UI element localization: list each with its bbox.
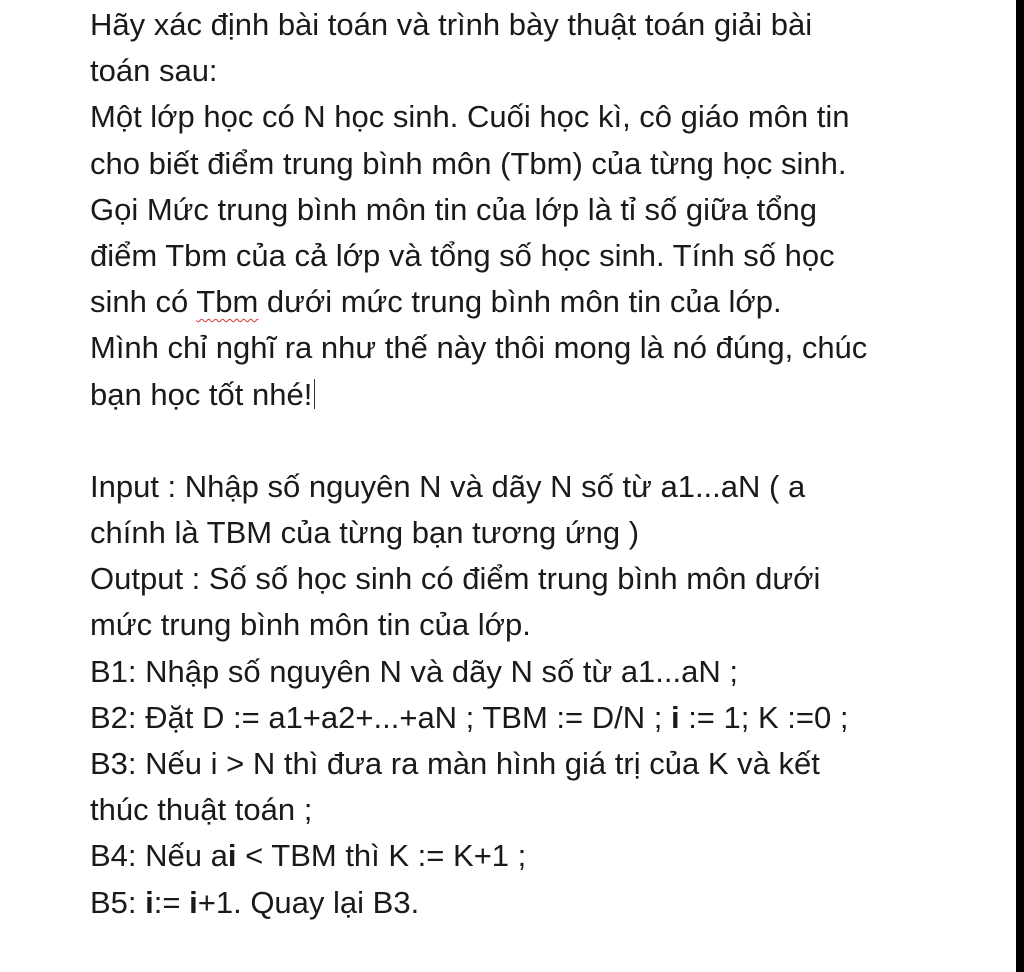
input-line-2: chính là TBM của từng bạn tương ứng ): [90, 515, 640, 551]
step-b5-variable-i-2: i: [189, 884, 198, 920]
output-line-1: Output : Số số học sinh có điểm trung bình môn dưới: [90, 561, 821, 597]
closing-line-2-text: bạn học tốt nhé!: [90, 376, 313, 412]
step-b4-start: B4: Nếu a: [90, 838, 228, 874]
step-b5-assign: :=: [153, 884, 190, 920]
output-line-2: mức trung bình môn tin của lớp.: [90, 607, 531, 643]
problem-line-4: cho biết điểm trung bình môn (Tbm) của từng học sinh.: [90, 145, 847, 181]
problem-line-2: toán sau:: [90, 53, 218, 89]
closing-line-2: [90, 372, 990, 418]
blank-line: [90, 418, 990, 464]
problem-line-7-end: dưới mức trung bình môn tin của lớp.: [258, 284, 782, 320]
step-b1: B1: Nhập số nguyên N và dãy N số từ a1...aN ;: [90, 653, 738, 689]
input-line-1: Input : Nhập số nguyên N và dãy N số từ a1...aN ( a: [90, 468, 806, 504]
step-b5-end: +1. Quay lại B3.: [197, 884, 420, 920]
spellcheck-flagged-word[interactable]: Tbm: [196, 284, 259, 320]
problem-line-5: Gọi Mức trung bình môn tin của lớp là tỉ số giữa tổng: [90, 191, 817, 227]
text-cursor: [314, 379, 315, 409]
problem-line-7: [90, 279, 990, 325]
step-b3-line-2: thúc thuật toán ;: [90, 792, 313, 828]
step-b2-variable-i: i: [670, 699, 680, 735]
step-b4: [90, 833, 990, 879]
document-text: [90, 2, 990, 926]
problem-line-6: điểm Tbm của cả lớp và tổng số học sinh. Tính số học: [90, 237, 835, 273]
step-b5-variable-i-1: i: [145, 884, 154, 920]
problem-line-1: Hãy xác định bài toán và trình bày thuật toán giải bài: [90, 7, 813, 42]
step-b2: [90, 695, 990, 741]
step-b2-start: B2: Đặt D := a1+a2+...+aN ; TBM := D/N ;: [90, 699, 671, 735]
problem-line-3: Một lớp học có N học sinh. Cuối học kì, cô giáo môn tin: [90, 99, 850, 135]
step-b5: [90, 880, 990, 926]
step-b3-line-1: B3: Nếu i > N thì đưa ra màn hình giá trị của K và kết: [90, 746, 820, 781]
step-b4-end: < TBM thì K := K+1 ;: [236, 838, 527, 874]
step-b5-start: B5:: [90, 884, 146, 920]
step-b2-end: := 1; K :=0 ;: [679, 699, 849, 735]
step-b4-variable-i: i: [227, 838, 237, 874]
problem-line-7-start: sinh có: [90, 284, 197, 320]
closing-line-1: Mình chỉ nghĩ ra như thế này thôi mong là nó đúng, chúc: [90, 330, 868, 366]
